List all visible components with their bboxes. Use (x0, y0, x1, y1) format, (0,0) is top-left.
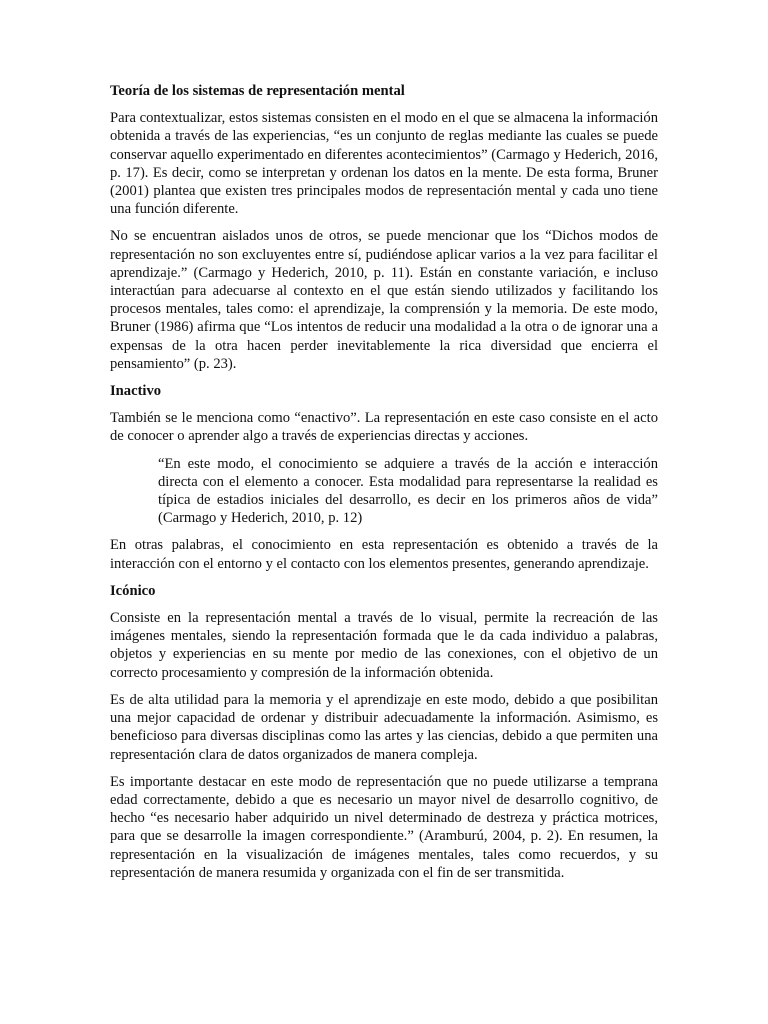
intro-paragraph: No se encuentran aislados unos de otros, se puede mencionar que los “Dichos modos de representación no son excluyentes entre sí, pudiéndose aplicar varios a la vez para facilitar el aprendizaje.” (Carmago y Hederich, 2010, p. 11). Están en constante variación, e incluso interactúan para adecuarse al contexto en el que están siendo utilizados y facilitando los procesos mentales, tales como: el aprendizaje, la comprensión y la memoria. De este modo, Bruner (1986) afirma que “Los intentos de reducir una modalidad a la otra o de ignorar una a expensas de la otra hacen perder inevitablemente la rica diversidad que encierra el pensamiento” (p. 23). (110, 228, 658, 372)
block-quote: “En este modo, el conocimiento se adquiere a través de la acción e interacción directa con el elemento a conocer. Esta modalidad para representarse la realidad es típica de estadios iniciales del desarrollo, es decir en los primeros años de vida” (Carmago y Hederich, 2010, p. 12) (158, 455, 658, 527)
inactivo-paragraph: En otras palabras, el conocimiento en esta representación es obtenido a través de la interacción con el entorno y el contacto con los elementos presentes, generando aprendizaje. (110, 537, 658, 572)
intro-paragraph: Para contextualizar, estos sistemas consisten en el modo en el que se almacena la información obtenida a través de las experiencias, “es un conjunto de reglas mediante las cuales se puede conservar aquello experimentado en diferentes acontecimientos” (Carmago y Hederich, 2016, p. 17). Es decir, como se interpretan y ordenan los datos en la mente. De esta forma, Bruner (2001) plantea que existen tres principales modos de representación mental y cada uno tiene una función diferente. (110, 110, 658, 218)
inactivo-paragraph: También se le menciona como “enactivo”. La representación en este caso consiste en el acto de conocer o aprender algo a través de experiencias directas y acciones. (110, 410, 658, 445)
iconico-paragraph: Consiste en la representación mental a través de lo visual, permite la recreación de las imágenes mentales, siendo la representación formada que le da cada individuo a palabras, objetos y experiencias en su mente por medio de las conexiones, con el objetivo de un correcto procesamiento y compresión de la información obtenida. (110, 610, 658, 681)
document-title: Teoría de los sistemas de representación mental (110, 83, 405, 99)
iconico-paragraph: Es importante destacar en este modo de representación que no puede utilizarse a temprana edad correctamente, debido a que es necesario un mayor nivel de desarrollo cognitivo, de hecho “es necesario haber adquirido un nivel determinado de destreza y práctica motrices, para que se desarrolle la imagen correspondiente.” (Aramburú, 2004, p. 2). En resumen, la representación en la visualización de imágenes mentales, tales como recuerdos, y su representación de manera resumida y organizada con el fin de ser transmitida. (110, 773, 658, 881)
document-page (110, 82, 658, 891)
section-heading-iconico: Icónico (110, 582, 156, 599)
section-heading-inactivo: Inactivo (110, 383, 162, 400)
iconico-paragraph: Es de alta utilidad para la memoria y el aprendizaje en este modo, debido a que posibilitan una mejor capacidad de ordenar y distribuir adecuadamente la información. Asimismo, es beneficioso para diversas disciplinas como las artes y las ciencias, debido a que permiten una representación clara de datos organizados de manera compleja. (110, 691, 658, 763)
